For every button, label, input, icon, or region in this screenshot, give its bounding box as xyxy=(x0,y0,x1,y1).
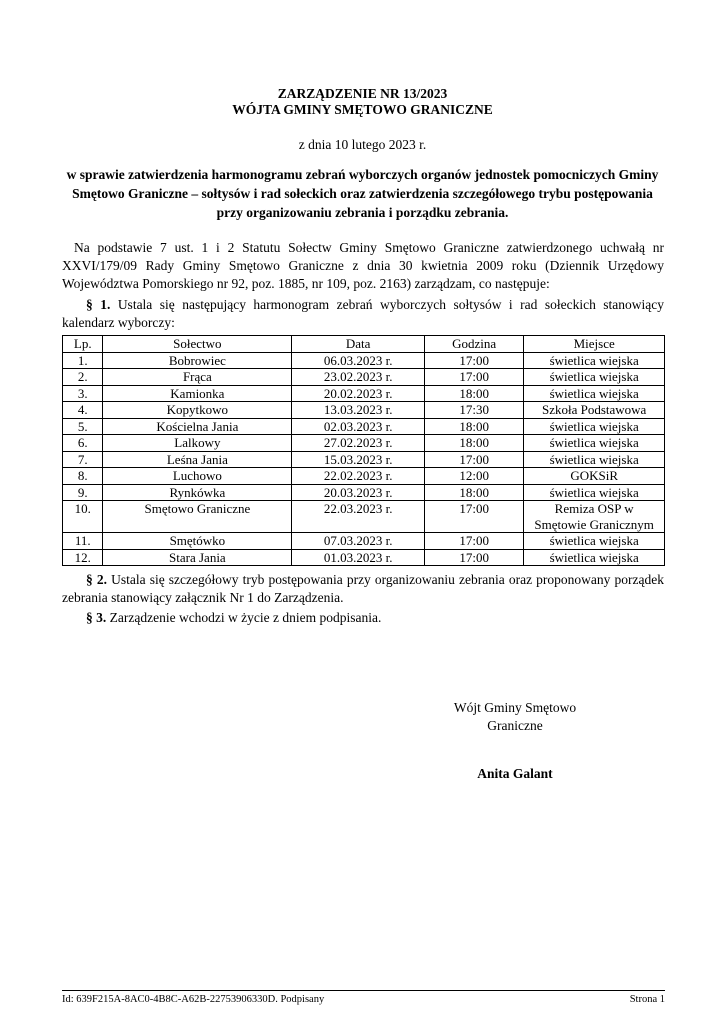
signatory-name: Anita Galant xyxy=(477,766,553,781)
table-row xyxy=(63,549,665,566)
village-name-cell: Bobrowiec xyxy=(103,352,292,369)
village-name-cell: Kopytkowo xyxy=(103,402,292,419)
meeting-date-cell: 06.03.2023 r. xyxy=(292,352,425,369)
meeting-date-cell: 13.03.2023 r. xyxy=(292,402,425,419)
subject-line-2: Smętowo Graniczne – sołtysów i rad sołeckich oraz zatwierdzenia szczegółowego trybu postępowania xyxy=(72,186,653,201)
row-number-cell: 7. xyxy=(63,451,103,468)
signatory-title xyxy=(430,699,600,735)
meeting-date-cell: 22.02.2023 r. xyxy=(292,468,425,485)
village-name-cell: Kamionka xyxy=(103,385,292,402)
meeting-time-cell: 17:00 xyxy=(424,352,523,369)
meeting-place-cell: świetlica wiejska xyxy=(524,484,665,501)
village-name-cell: Rynkówka xyxy=(103,484,292,501)
meeting-date-cell: 01.03.2023 r. xyxy=(292,549,425,566)
subject-line-1: w sprawie zatwierdzenia harmonogramu zebrań wyborczych organów jednostek pomocniczych Gminy xyxy=(66,167,659,182)
section-3-text: Zarządzenie wchodzi w życie z dniem podpisania. xyxy=(109,610,382,625)
section-2-mark: § 2. xyxy=(86,572,107,587)
legal-basis-paragraph: Na podstawie 7 ust. 1 i 2 Statutu Sołectw Gminy Smętowo Graniczne zatwierdzonego uchwałą nr XXVI/179/09 Rady Gminy Smętowo Graniczne z dnia 30 kwietnia 2009 roku (Dziennik Urzędowy Województwa Pomorskiego nr 92, poz. 1885, nr 109, poz. 2163) zarządzam, co następuje: xyxy=(62,240,664,291)
footer-divider xyxy=(62,990,665,991)
column-header-godzina: Godzina xyxy=(424,336,523,353)
schedule-table-body xyxy=(63,352,665,566)
table-row xyxy=(63,418,665,435)
column-header-data: Data xyxy=(292,336,425,353)
meeting-time-cell: 18:00 xyxy=(424,435,523,452)
meeting-time-cell: 17:00 xyxy=(424,369,523,386)
column-header-miejsce: Miejsce xyxy=(524,336,665,353)
signatory-title-line-2: Graniczne xyxy=(487,718,543,733)
row-number-cell: 6. xyxy=(63,435,103,452)
meeting-date-cell: 27.02.2023 r. xyxy=(292,435,425,452)
title-line-1: ZARZĄDZENIE NR 13/2023 xyxy=(277,86,448,101)
meeting-time-cell: 17:00 xyxy=(424,549,523,566)
meeting-place-cell: świetlica wiejska xyxy=(524,435,665,452)
signatory-title-line-1: Wójt Gminy Smętowo xyxy=(453,700,577,715)
document-date: z dnia 10 lutego 2023 r. xyxy=(298,137,427,152)
village-name-cell: Smętowo Graniczne xyxy=(103,501,292,533)
table-row xyxy=(63,533,665,550)
table-row xyxy=(63,352,665,369)
row-number-cell: 12. xyxy=(63,549,103,566)
column-header-lp: Lp. xyxy=(63,336,103,353)
meeting-time-cell: 17:00 xyxy=(424,533,523,550)
section-2-text: Ustala się szczegółowy tryb postępowania przy organizowaniu zebrania oraz proponowany porządek zebrania stanowiący załącznik Nr 1 do Zarządzenia. xyxy=(62,572,664,605)
meeting-date-cell: 07.03.2023 r. xyxy=(292,533,425,550)
row-number-cell: 2. xyxy=(63,369,103,386)
row-number-cell: 3. xyxy=(63,385,103,402)
meeting-place-cell: świetlica wiejska xyxy=(524,451,665,468)
section-1-mark: § 1. xyxy=(86,297,111,312)
row-number-cell: 9. xyxy=(63,484,103,501)
table-row xyxy=(63,435,665,452)
meeting-time-cell: 12:00 xyxy=(424,468,523,485)
village-name-cell: Leśna Jania xyxy=(103,451,292,468)
table-header-row xyxy=(63,336,665,353)
meeting-place-cell: świetlica wiejska xyxy=(524,352,665,369)
meeting-date-cell: 23.02.2023 r. xyxy=(292,369,425,386)
meeting-place-cell: Szkoła Podstawowa xyxy=(524,402,665,419)
column-header-solectwo: Sołectwo xyxy=(103,336,292,353)
section-2-paragraph xyxy=(62,571,664,607)
meeting-date-cell: 20.02.2023 r. xyxy=(292,385,425,402)
meeting-date-cell: 20.03.2023 r. xyxy=(292,484,425,501)
document-title xyxy=(60,86,665,118)
meeting-date-cell: 22.03.2023 r. xyxy=(292,501,425,533)
table-row xyxy=(63,468,665,485)
row-number-cell: 1. xyxy=(63,352,103,369)
meeting-place-cell: świetlica wiejska xyxy=(524,385,665,402)
meeting-time-cell: 17:00 xyxy=(424,501,523,533)
meeting-place-cell: Remiza OSP w Smętowie Granicznym xyxy=(524,501,665,533)
meeting-place-cell: świetlica wiejska xyxy=(524,533,665,550)
village-name-cell: Kościelna Jania xyxy=(103,418,292,435)
section-3-paragraph xyxy=(62,609,664,627)
meeting-time-cell: 18:00 xyxy=(424,385,523,402)
row-number-cell: 5. xyxy=(63,418,103,435)
section-3-mark: § 3. xyxy=(86,610,107,625)
meeting-time-cell: 18:00 xyxy=(424,418,523,435)
meeting-place-cell: świetlica wiejska xyxy=(524,369,665,386)
meeting-date-cell: 02.03.2023 r. xyxy=(292,418,425,435)
section-1-paragraph xyxy=(62,296,664,332)
table-row xyxy=(63,385,665,402)
row-number-cell: 10. xyxy=(63,501,103,533)
footer-page-number: Strona 1 xyxy=(629,994,665,1005)
footer-document-id: Id: 639F215A-8AC0-4B8C-A62B-22753906330D. Podpisany xyxy=(62,994,325,1005)
row-number-cell: 4. xyxy=(63,402,103,419)
row-number-cell: 11. xyxy=(63,533,103,550)
table-row xyxy=(63,501,665,533)
meeting-place-cell: świetlica wiejska xyxy=(524,418,665,435)
title-line-2: WÓJTA GMINY SMĘTOWO GRANICZNE xyxy=(232,102,493,117)
village-name-cell: Smętówko xyxy=(103,533,292,550)
village-name-cell: Frąca xyxy=(103,369,292,386)
meeting-time-cell: 18:00 xyxy=(424,484,523,501)
meeting-time-cell: 17:00 xyxy=(424,451,523,468)
subject-line-3: przy organizowaniu zebrania i porządku zebrania. xyxy=(216,205,509,220)
row-number-cell: 8. xyxy=(63,468,103,485)
table-row xyxy=(63,402,665,419)
table-row xyxy=(63,451,665,468)
schedule-table xyxy=(62,335,665,566)
village-name-cell: Stara Jania xyxy=(103,549,292,566)
section-1-text: Ustala się następujący harmonogram zebrań wyborczych sołtysów i rad sołeckich stanowiący kalendarz wyborczy: xyxy=(62,297,665,330)
meeting-time-cell: 17:30 xyxy=(424,402,523,419)
village-name-cell: Luchowo xyxy=(103,468,292,485)
village-name-cell: Lalkowy xyxy=(103,435,292,452)
meeting-place-cell: GOKSiR xyxy=(524,468,665,485)
table-row xyxy=(63,484,665,501)
meeting-date-cell: 15.03.2023 r. xyxy=(292,451,425,468)
meeting-place-cell: świetlica wiejska xyxy=(524,549,665,566)
table-row xyxy=(63,369,665,386)
document-subject xyxy=(66,165,659,222)
